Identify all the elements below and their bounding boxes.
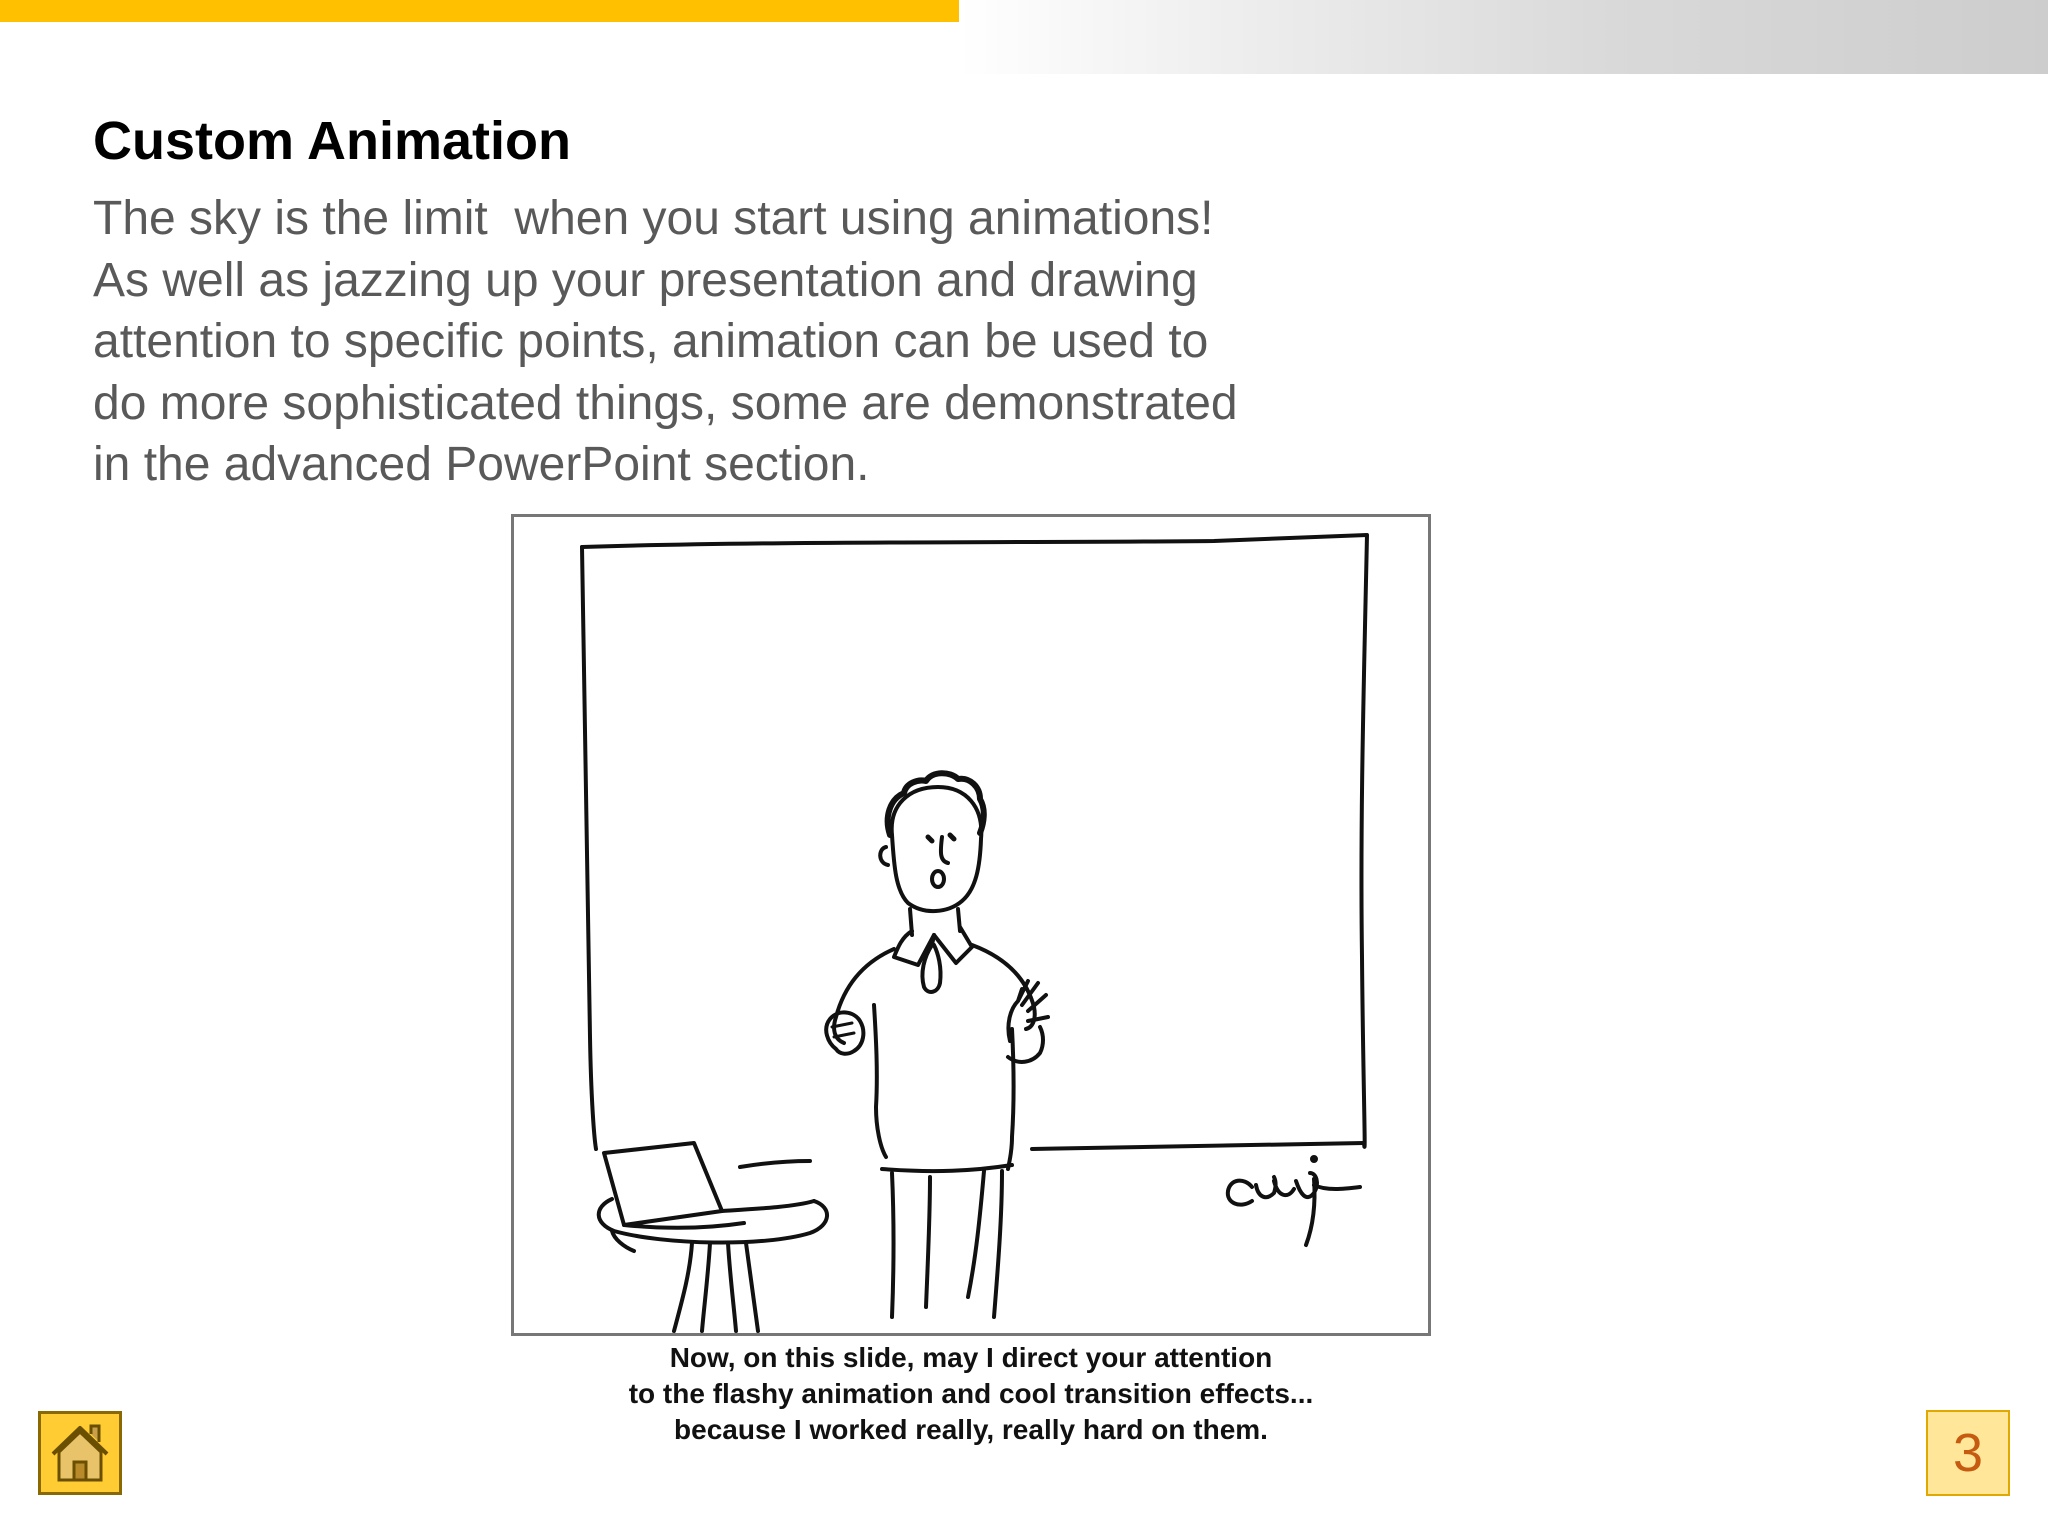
signature-drawing [1228, 1157, 1360, 1245]
body-line: in the advanced PowerPoint section. [93, 438, 870, 491]
body-line: The sky is the limit when you start using animations! [93, 192, 1214, 245]
cartoon-image [511, 514, 1431, 1336]
caption-line: Now, on this slide, may I direct your attention [669, 1342, 1273, 1373]
home-button[interactable] [38, 1411, 122, 1495]
body-line: do more sophisticated things, some are demonstrated [93, 376, 1238, 430]
projection-screen [582, 535, 1367, 1147]
slide-title: Custom Animation [93, 111, 571, 171]
caption-line: to the flashy animation and cool transition effects... [628, 1378, 1314, 1409]
home-icon [41, 1414, 119, 1492]
slide-number: 3 [1952, 1423, 1984, 1483]
cartoon-caption [511, 1340, 1431, 1448]
cartoon-drawing [514, 517, 1428, 1333]
slide-number-badge [1926, 1410, 2010, 1496]
body-line: attention to specific points, animation can be used to [93, 315, 1209, 368]
body-text [93, 188, 1393, 496]
top-gradient-bar [959, 0, 2048, 74]
body-line: As well as jazzing up your presentation and drawing [93, 253, 1198, 307]
caption-line: because I worked really, really hard on them. [674, 1414, 1268, 1445]
laptop-table [599, 1143, 827, 1331]
top-accent-bar [0, 0, 959, 22]
speaker-figure [826, 773, 1048, 1317]
